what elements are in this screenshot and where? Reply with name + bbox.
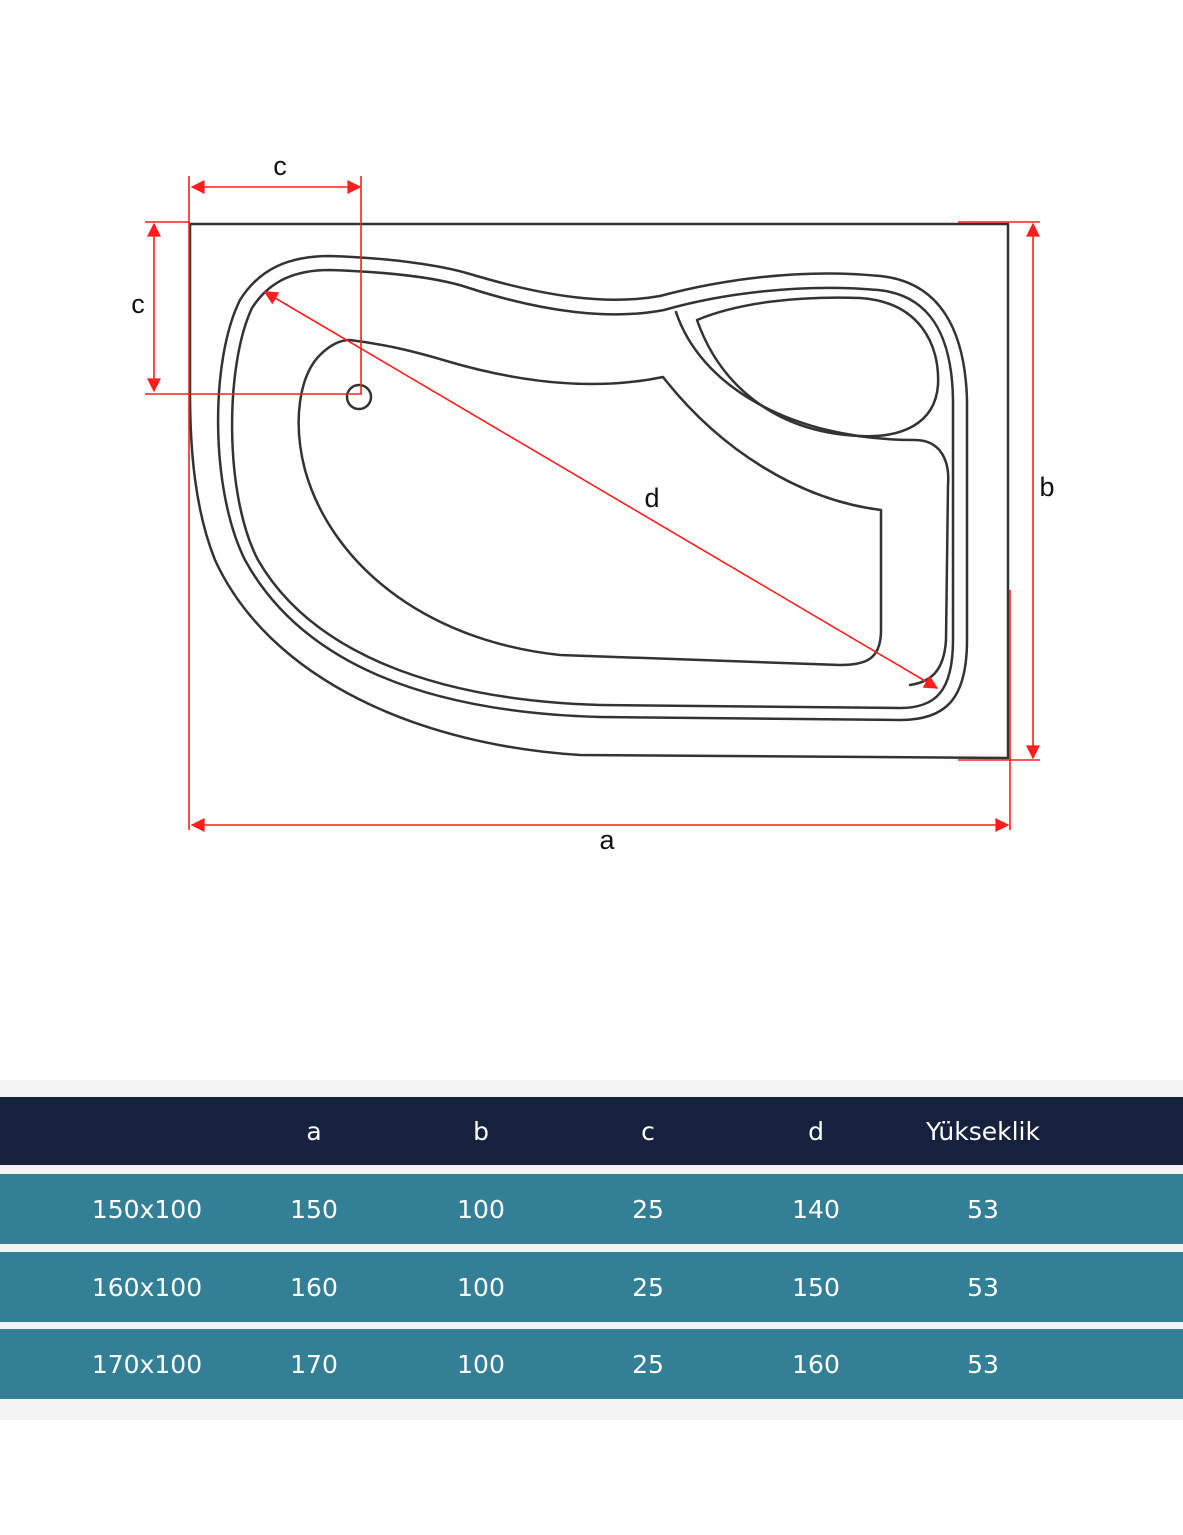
label-b: b xyxy=(1039,472,1055,502)
tub-rim-outer xyxy=(218,256,967,720)
table-row xyxy=(0,1252,1183,1322)
tub-basin xyxy=(299,340,881,665)
table-cell-b: 100 xyxy=(457,1349,505,1379)
label-c-top: c xyxy=(273,151,287,181)
label-c-left: c xyxy=(131,289,145,319)
dimension-lines xyxy=(145,176,1040,830)
tub-seat-divider xyxy=(676,312,948,685)
header-cell-model xyxy=(62,1097,232,1165)
table-cell-b: 100 xyxy=(457,1194,505,1224)
header-cell-d: d xyxy=(808,1116,824,1146)
table-cell-height: 53 xyxy=(967,1349,999,1379)
table-cell-b: 100 xyxy=(457,1272,505,1302)
table-cell-height: 53 xyxy=(967,1194,999,1224)
table-cell-a: 150 xyxy=(290,1194,338,1224)
table-row xyxy=(0,1174,1183,1244)
table-cell-model: 160x100 xyxy=(91,1272,203,1302)
table-cell-a: 170 xyxy=(290,1349,338,1379)
table-cell-c: 25 xyxy=(632,1349,664,1379)
table-cell-d: 140 xyxy=(792,1194,840,1224)
table-cell-d: 150 xyxy=(792,1272,840,1302)
label-d: d xyxy=(644,483,660,513)
bathtub-outline xyxy=(190,224,1008,758)
table-cell-a: 160 xyxy=(290,1272,338,1302)
header-cell-a: a xyxy=(306,1116,322,1146)
table-cell-c: 25 xyxy=(632,1272,664,1302)
drain-hole xyxy=(347,385,371,409)
header-cell-height: Yükseklik xyxy=(926,1116,1040,1146)
table-header-row xyxy=(0,1097,1183,1165)
table-cell-c: 25 xyxy=(632,1194,664,1224)
table-cell-model: 150x100 xyxy=(91,1194,203,1224)
table-cell-model: 170x100 xyxy=(91,1349,203,1379)
dim-d xyxy=(265,292,937,688)
tub-headrest xyxy=(697,298,938,437)
header-cell-b: b xyxy=(473,1116,489,1146)
table-cell-height: 53 xyxy=(967,1272,999,1302)
table-cell-d: 160 xyxy=(792,1349,840,1379)
header-cell-c: c xyxy=(641,1116,655,1146)
label-a: a xyxy=(599,825,615,855)
table-row xyxy=(0,1329,1183,1399)
